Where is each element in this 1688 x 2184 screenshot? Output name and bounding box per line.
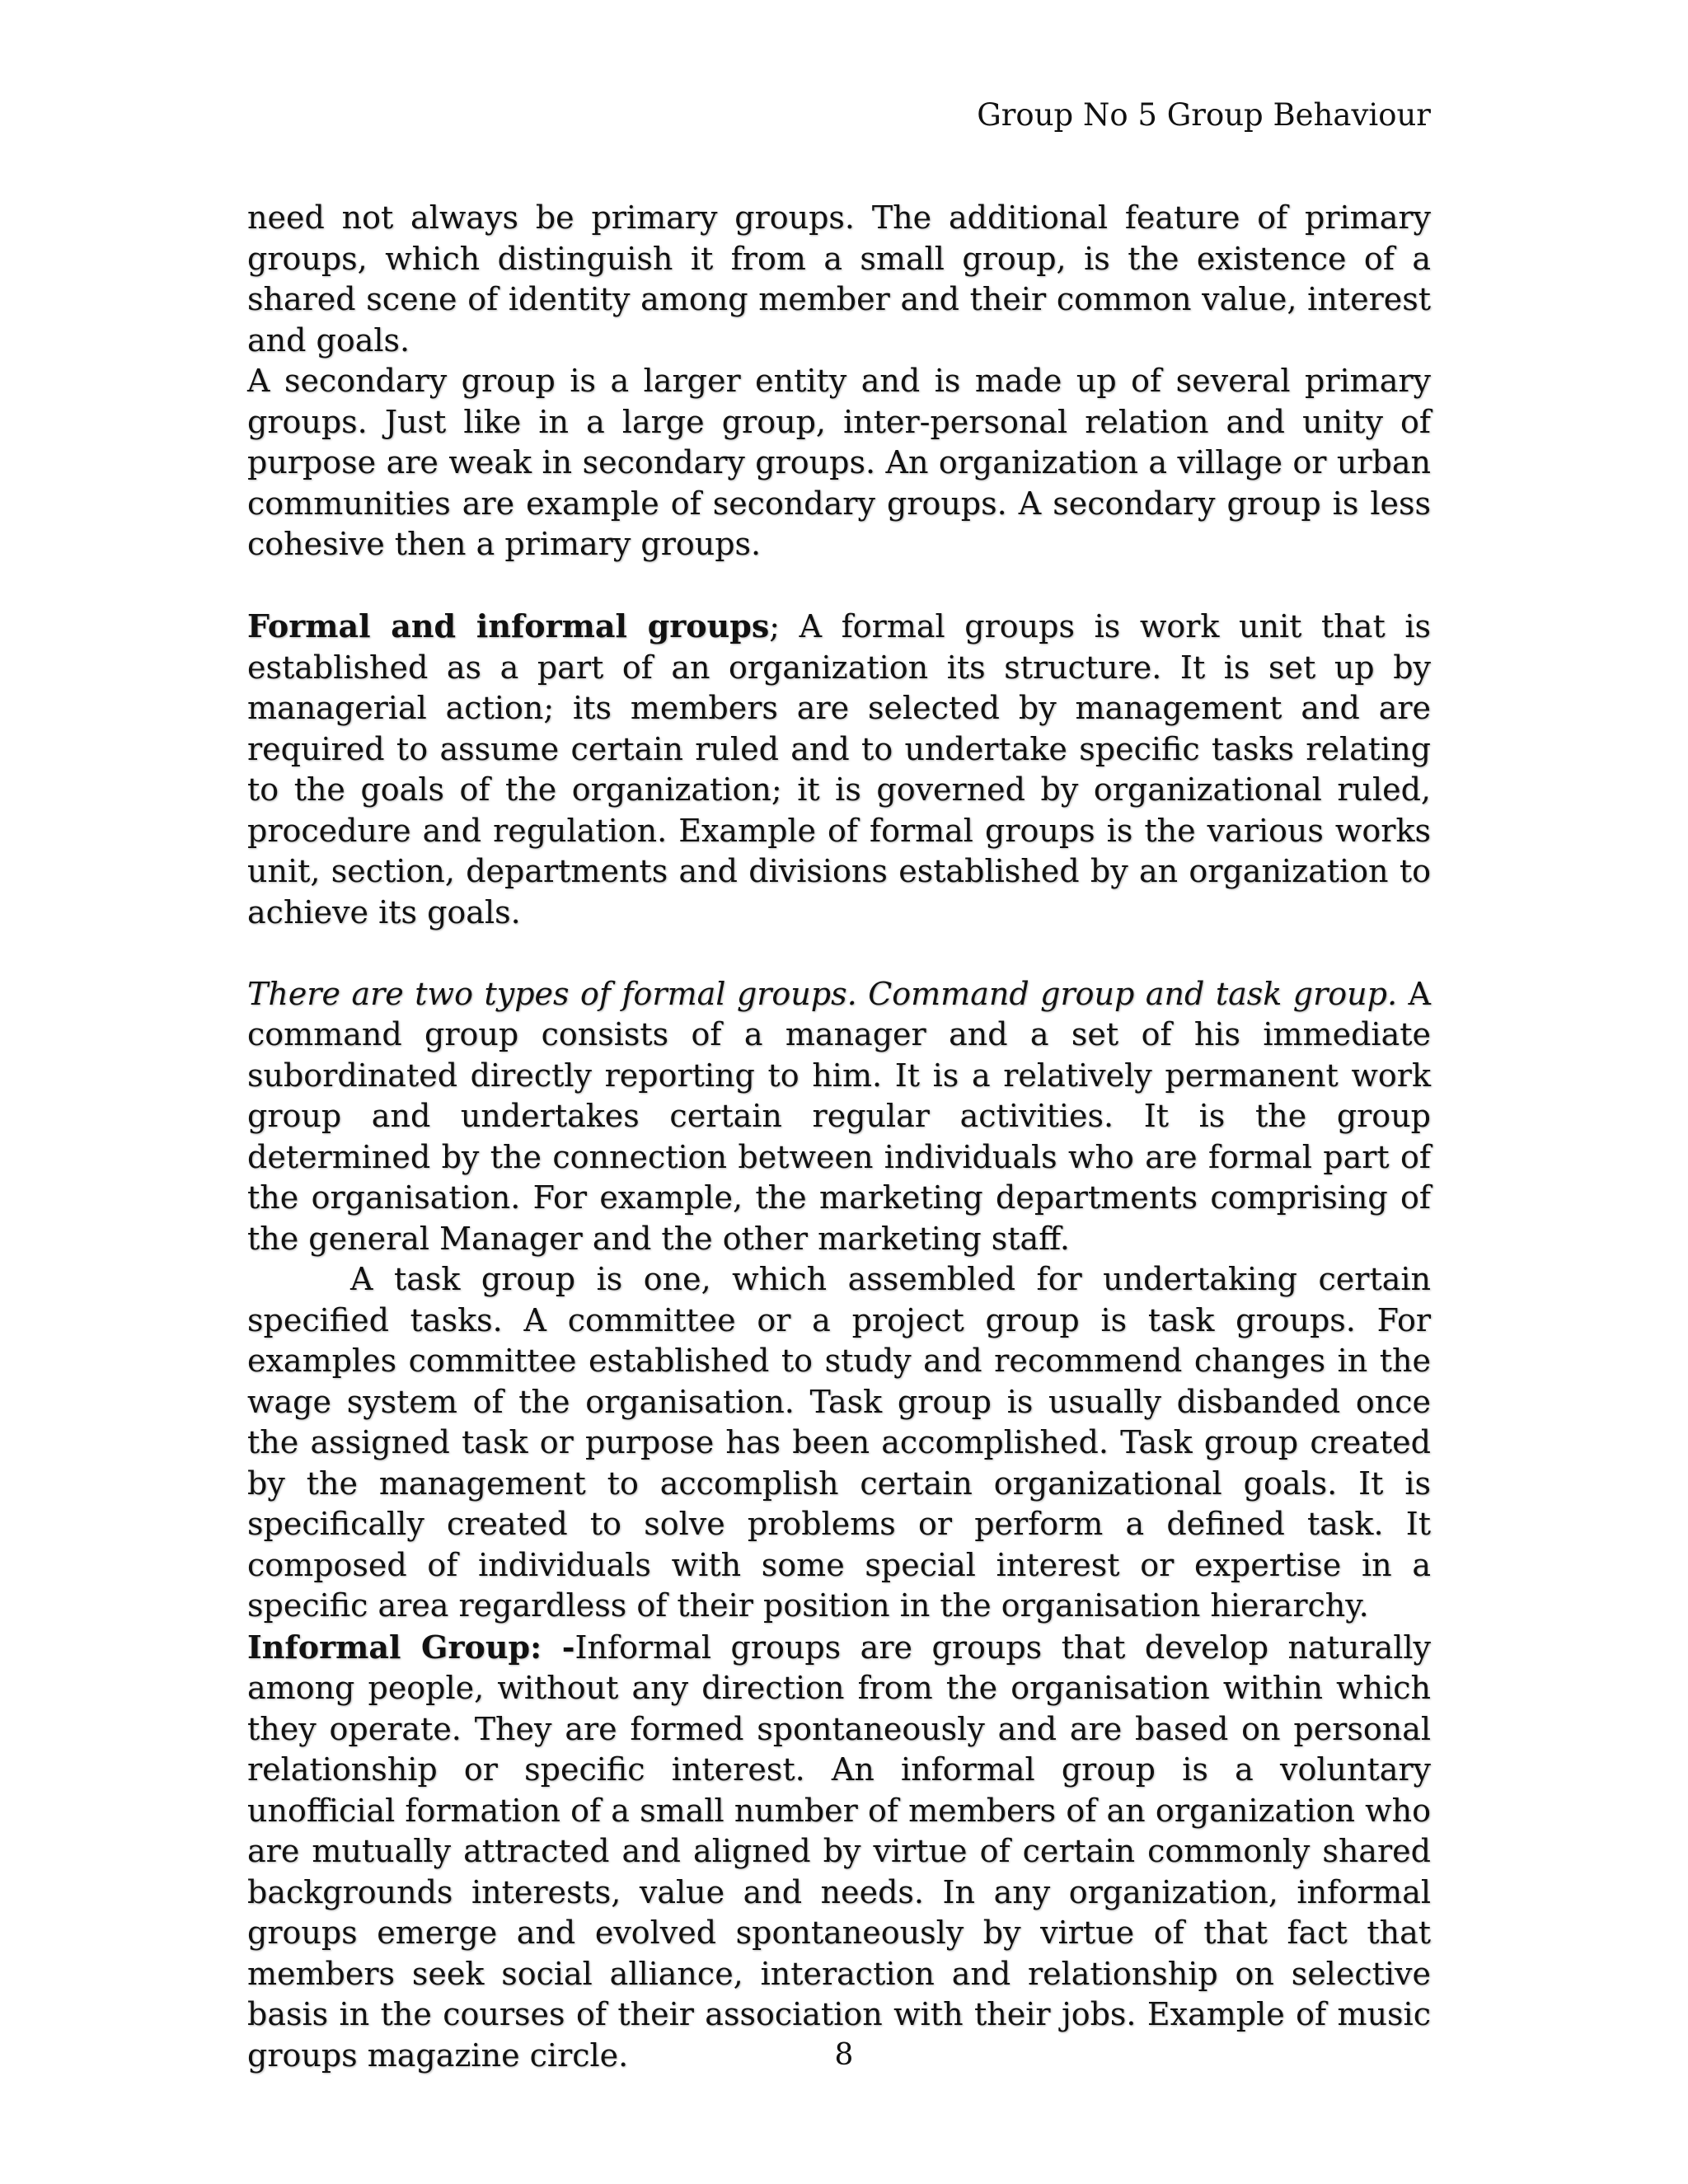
paragraph-informal-group-text: Informal groups are groups that develop naturally among people, without any direction from the organisation within which they operate. They are formed spontaneously and are based on personal relationship or specific interest. An informal group is a voluntary unofficial formation of a small number of members of an organization who are mutually attracted and aligned by virtue of certain commonly shared backgrounds interests, value and needs. In any organization, informal groups emerge and evolved spontaneously by virtue of that fact that members seek social alliance, interaction and relationship on selective basis in the courses of their association with their jobs. Example of music groups magazine circle.: [247, 1629, 1431, 2074]
paragraph-informal-group: [247, 1627, 1431, 2077]
page-number: 8: [834, 2038, 854, 2072]
paragraph-formal-informal-text: ; A formal groups is work unit that is established as a part of an organization its structure. It is set up by managerial action; its members are selected by management and are required to assume certain ruled and to undertake specific tasks relating to the goals of the organization; it is governed by organizational ruled, procedure and regulation. Example of formal groups is the various works unit, section, departments and divisions established by an organization to achieve its goals.: [247, 608, 1431, 930]
paragraph-task-group: A task group is one, which assembled for undertaking certain specified tasks. A committee or a project group is task groups. For examples committee established to study and recommend changes in the wage system of the organisation. Task group is usually disbanded once the assigned task or purpose has been accomplished. Task group created by the management to accomplish certain organizational goals. It is specifically created to solve problems or perform a defined task. It composed of individuals with some special interest or expertise in a specific area regardless of their position in the organisation hierarchy.: [247, 1261, 1431, 1624]
paragraph-command-group: [247, 974, 1431, 1260]
paragraph-command-group-text: A command group consists of a manager and a set of his immediate subordinated directly reporting to him. It is a relatively permanent work group and undertakes certain regular activities. It is the group determined by the connection between individuals who are formal part of the organisation. For example, the marketing departments comprising of the general Manager and the other marketing staff.: [247, 975, 1431, 1257]
paragraph-formal-informal: [247, 606, 1431, 933]
section-heading-informal-group: Informal Group: -: [247, 1628, 575, 1666]
paragraph-primary-groups: need not always be primary groups. The additional feature of primary groups, which distinguish it from a small group, is the existence of a shared scene of identity among member and their common value, interest and goals.: [247, 199, 1431, 359]
paragraph-spacer: [247, 565, 1431, 607]
paragraph-spacer: [247, 933, 1431, 974]
running-header: Group No 5 Group Behaviour: [977, 97, 1431, 133]
document-body: [247, 198, 1431, 2076]
italic-intro-types: There are two types of formal groups. Command group and task group.: [247, 975, 1398, 1012]
section-heading-formal-informal: Formal and informal groups: [247, 607, 770, 644]
paragraph-secondary-group: A secondary group is a larger entity and is made up of several primary groups. Just like in a large group, inter-personal relation and unity of purpose are weak in secondary groups. An organization a village or urban communities are example of secondary groups. A secondary group is less cohesive then a primary groups.: [247, 363, 1431, 562]
